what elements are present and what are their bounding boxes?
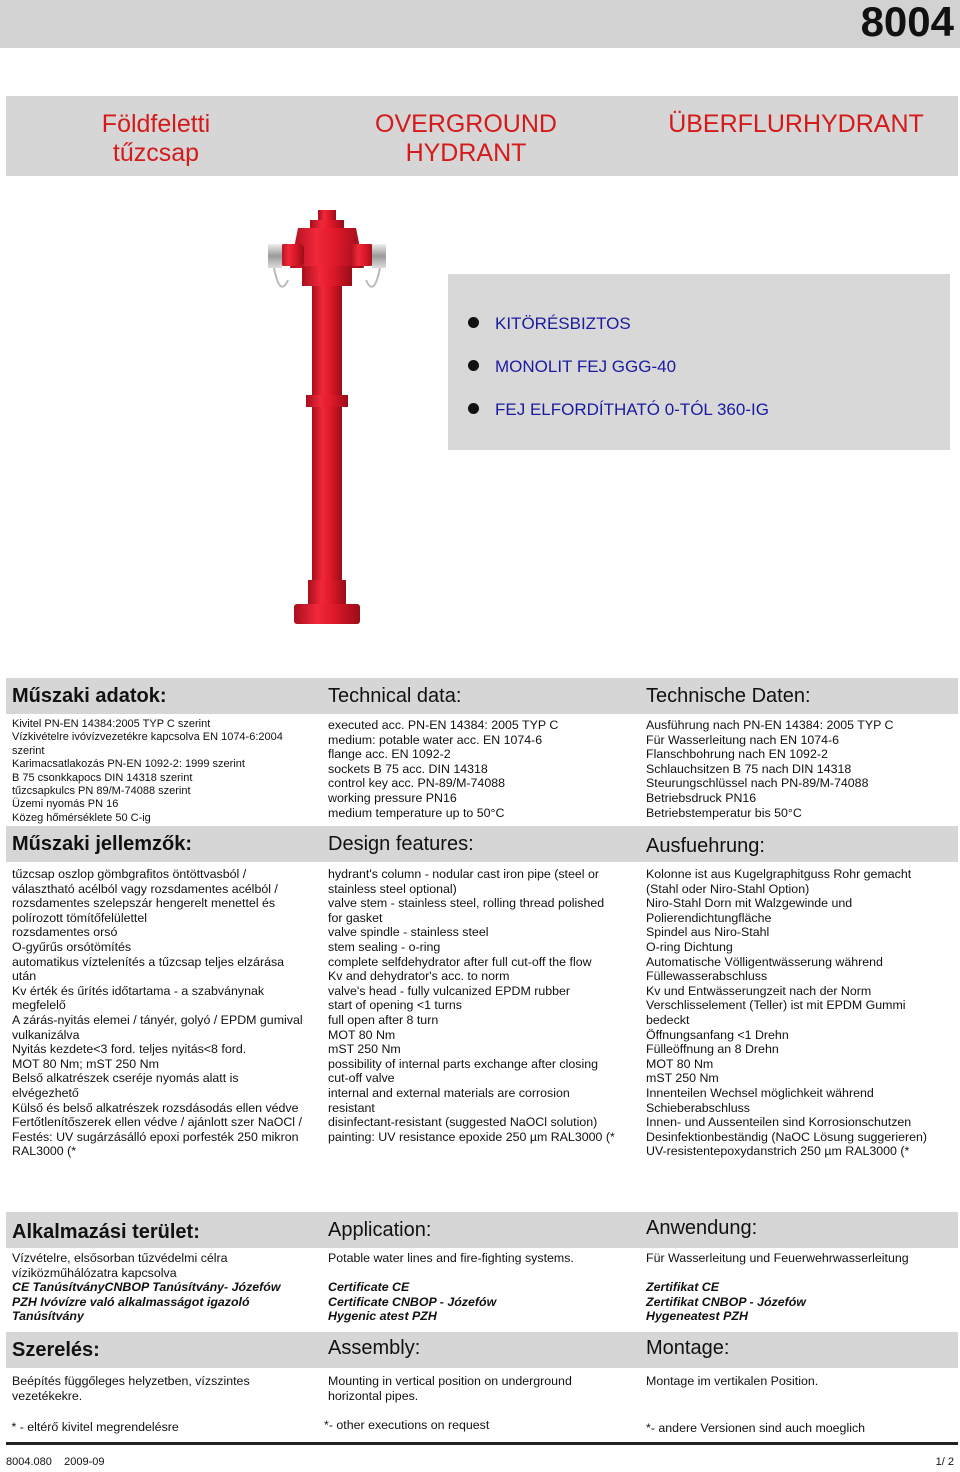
heading-assembly-en: Assembly: xyxy=(328,1337,421,1359)
assembly-text-de: Montage im vertikalen Position. xyxy=(646,1374,819,1388)
heading-application-hu: Alkalmazási terület: xyxy=(12,1221,200,1243)
heading-design-de: Ausfuehrung: xyxy=(646,835,765,857)
title-hu: Földfeletti tűzcsap xyxy=(101,110,211,167)
feature-item: KITÖRÉSBIZTOS xyxy=(468,314,631,334)
heading-design-en: Design features: xyxy=(328,833,474,855)
footer-rule xyxy=(6,1442,958,1445)
note-en: *- other executions on request xyxy=(324,1418,490,1432)
assembly-text-en: Mounting in vertical position on underground horizontal pipes. xyxy=(328,1374,572,1403)
heading-application-en: Application: xyxy=(328,1219,432,1241)
feature-item: MONOLIT FEJ GGG-40 xyxy=(468,357,676,377)
assembly-band xyxy=(6,1332,958,1368)
title-de: ÜBERFLURHYDRANT xyxy=(668,110,924,138)
design-band xyxy=(6,826,958,862)
bullet-icon xyxy=(468,403,479,414)
heading-assembly-hu: Szerelés: xyxy=(12,1339,100,1361)
note-hu: * - eltérő kivitel megrendelésre xyxy=(8,1420,179,1434)
design-text-en: hydrant's column - nodular cast iron pipe (steel or stainless steel optional) valve stem - stainless steel, rolling thread polished for gasket valve spindle - stainless steel stem sealing - o-ring complete selfdehydrator after full cut-off the flow Kv and dehydrator's acc. to norm valve's head - fully vulcanized EPDM rubber start of opening <1 turns full open after 8 turn MOT 80 Nm mST 250 Nm possibility of internal parts exchange after closing cut-off valve internal and external materials are corrosion resistant disinfectant-resistant (suggested NaOCl solution) painting: UV resistance epoxide 250 µm RAL3000 (* xyxy=(328,867,615,1144)
title-en: OVERGROUND HYDRANT xyxy=(375,110,557,167)
heading-assembly-de: Montage: xyxy=(646,1337,730,1359)
bullet-icon xyxy=(468,317,479,328)
technical-text-de: Ausführung nach PN-EN 14384: 2005 TYP C Für Wasserleitung nach EN 1074-6 Flanschbohrung nach EN 1092-2 Schlauchsitzen B 75 nach DIN 14318 Steurungschlüssel nach PN-89/M-74088 Betriebsdruck PN16 Betriebstemperatur bis 50°C xyxy=(646,718,894,820)
heading-technical-de: Technische Daten: xyxy=(646,685,811,707)
top-bar xyxy=(0,0,960,48)
note-de: *- andere Versionen sind auch moeglich xyxy=(646,1421,866,1435)
title-bar xyxy=(6,96,958,176)
heading-technical-en: Technical data: xyxy=(328,685,462,707)
bullet-icon xyxy=(468,360,479,371)
application-text-hu: Vízvételre, elsősorban tűzvédelmi célra víziközműhálózatra kapcsolva xyxy=(12,1251,228,1280)
page-number: 1/ 2 xyxy=(935,1456,954,1468)
heading-application-de: Anwendung: xyxy=(646,1217,758,1239)
design-text-hu: tűzcsap oszlop gömbgrafitos öntöttvasból / választható acélból vagy rozsdamentes acélból / rozsdamentes szelepszár hengerelt menettel és polírozott tömítőfelülettel rozsdamentes orsó O-gyűrűs orsótömítés automatikus víztelenítés a tűzcsap teljes elzárása után Kv érték és űrítés időtartama - a szabványnak megfelelő A zárás-nyitás elemei / tányér, golyó / EPDM gumival vulkanizálva Nyitás kezdete<3 ford. teljes nyitás<8 ford. MOT 80 Nm; mST 250 Nm Belső alkatrészek cseréje nyomás alatt is elvégezhető Külső és belső alkatrészek rozsdásodás ellen védve Fertőtlenítőszerek ellen védve / ajánlott szer NaOCl / Festés: UV sugárzásálló epoxi porfesték 250 mikron RAL3000 (* xyxy=(12,867,303,1159)
application-text-de: Für Wasserleitung und Feuerwehrwasserleitung xyxy=(646,1251,909,1265)
technical-text-hu: Kivitel PN-EN 14384:2005 TYP C szerint Vízkivételre ivóvízvezetékre kapcsolva EN 1074-6:2004 szerint Karimacsatlakozás PN-EN 1092-2: 1999 szerint B 75 csonkkapocs DIN 14318 szerint tűzcsapkulcs PN 89/M-74088 szerint Üzemi nyomás PN 16 Közeg hőmérséklete 50 C-ig xyxy=(12,718,283,824)
hydrant-image xyxy=(240,200,450,650)
feature-item: FEJ ELFORDÍTHATÓ 0-TÓL 360-IG xyxy=(468,400,769,420)
application-band xyxy=(6,1212,958,1248)
doc-code: 8004.080 2009-09 xyxy=(6,1456,105,1468)
technical-band xyxy=(6,678,958,714)
design-text-de: Kolonne ist aus Kugelgraphitguss Rohr gemacht (Stahl oder Niro-Stahl Option) Niro-Stahl Dorn mit Walzgewinde und Polierendichtungfläche Spindel aus Niro-Stahl O-ring Dichtung Automatische Völligentwässerung während Füllewasserabschluss Kv und Entwässerungzeit nach der Norm Verschlisselement (Teller) ist mit EPDM Gummi bedeckt Öffnungsanfang <1 Drehn Fülleöffnung an 8 Drehn MOT 80 Nm mST 250 Nm Innenteilen Wechsel möglichkeit während Schieberabschluss Innen- und Aussenteilen sind Korrosionschutzen Desinfektionbeständig (NaOC Lösung suggerieren) UV-resistentepoxydanstrich 250 µm RAL3000 (* xyxy=(646,867,928,1159)
heading-technical-hu: Műszaki adatok: xyxy=(12,685,167,707)
assembly-text-hu: Beépítés függőleges helyzetben, vízszintes vezetékekre. xyxy=(12,1374,250,1403)
product-number: 8004 xyxy=(860,0,954,45)
application-cert-de: Zertifikat CE Zertifikat CNBOP - Józefów Hygeneatest PZH xyxy=(646,1280,806,1324)
features-box xyxy=(448,274,950,450)
application-cert-en: Certificate CE Certificate CNBOP - Józefów Hygenic atest PZH xyxy=(328,1280,497,1324)
technical-text-en: executed acc. PN-EN 14384: 2005 TYP C medium: potable water acc. EN 1074-6 flange acc. EN 1092-2 sockets B 75 acc. DIN 14318 control key acc. PN-89/M-74088 working pressure PN16 medium temperature up to 50°C xyxy=(328,718,559,820)
application-text-en: Potable water lines and fire-fighting systems. xyxy=(328,1251,574,1265)
application-cert-hu: CE TanúsítványCNBOP Tanúsítvány- Józefów PZH Ivóvízre való alkalmasságot igazoló Tanúsítvány xyxy=(12,1280,281,1324)
heading-design-hu: Műszaki jellemzők: xyxy=(12,833,193,855)
